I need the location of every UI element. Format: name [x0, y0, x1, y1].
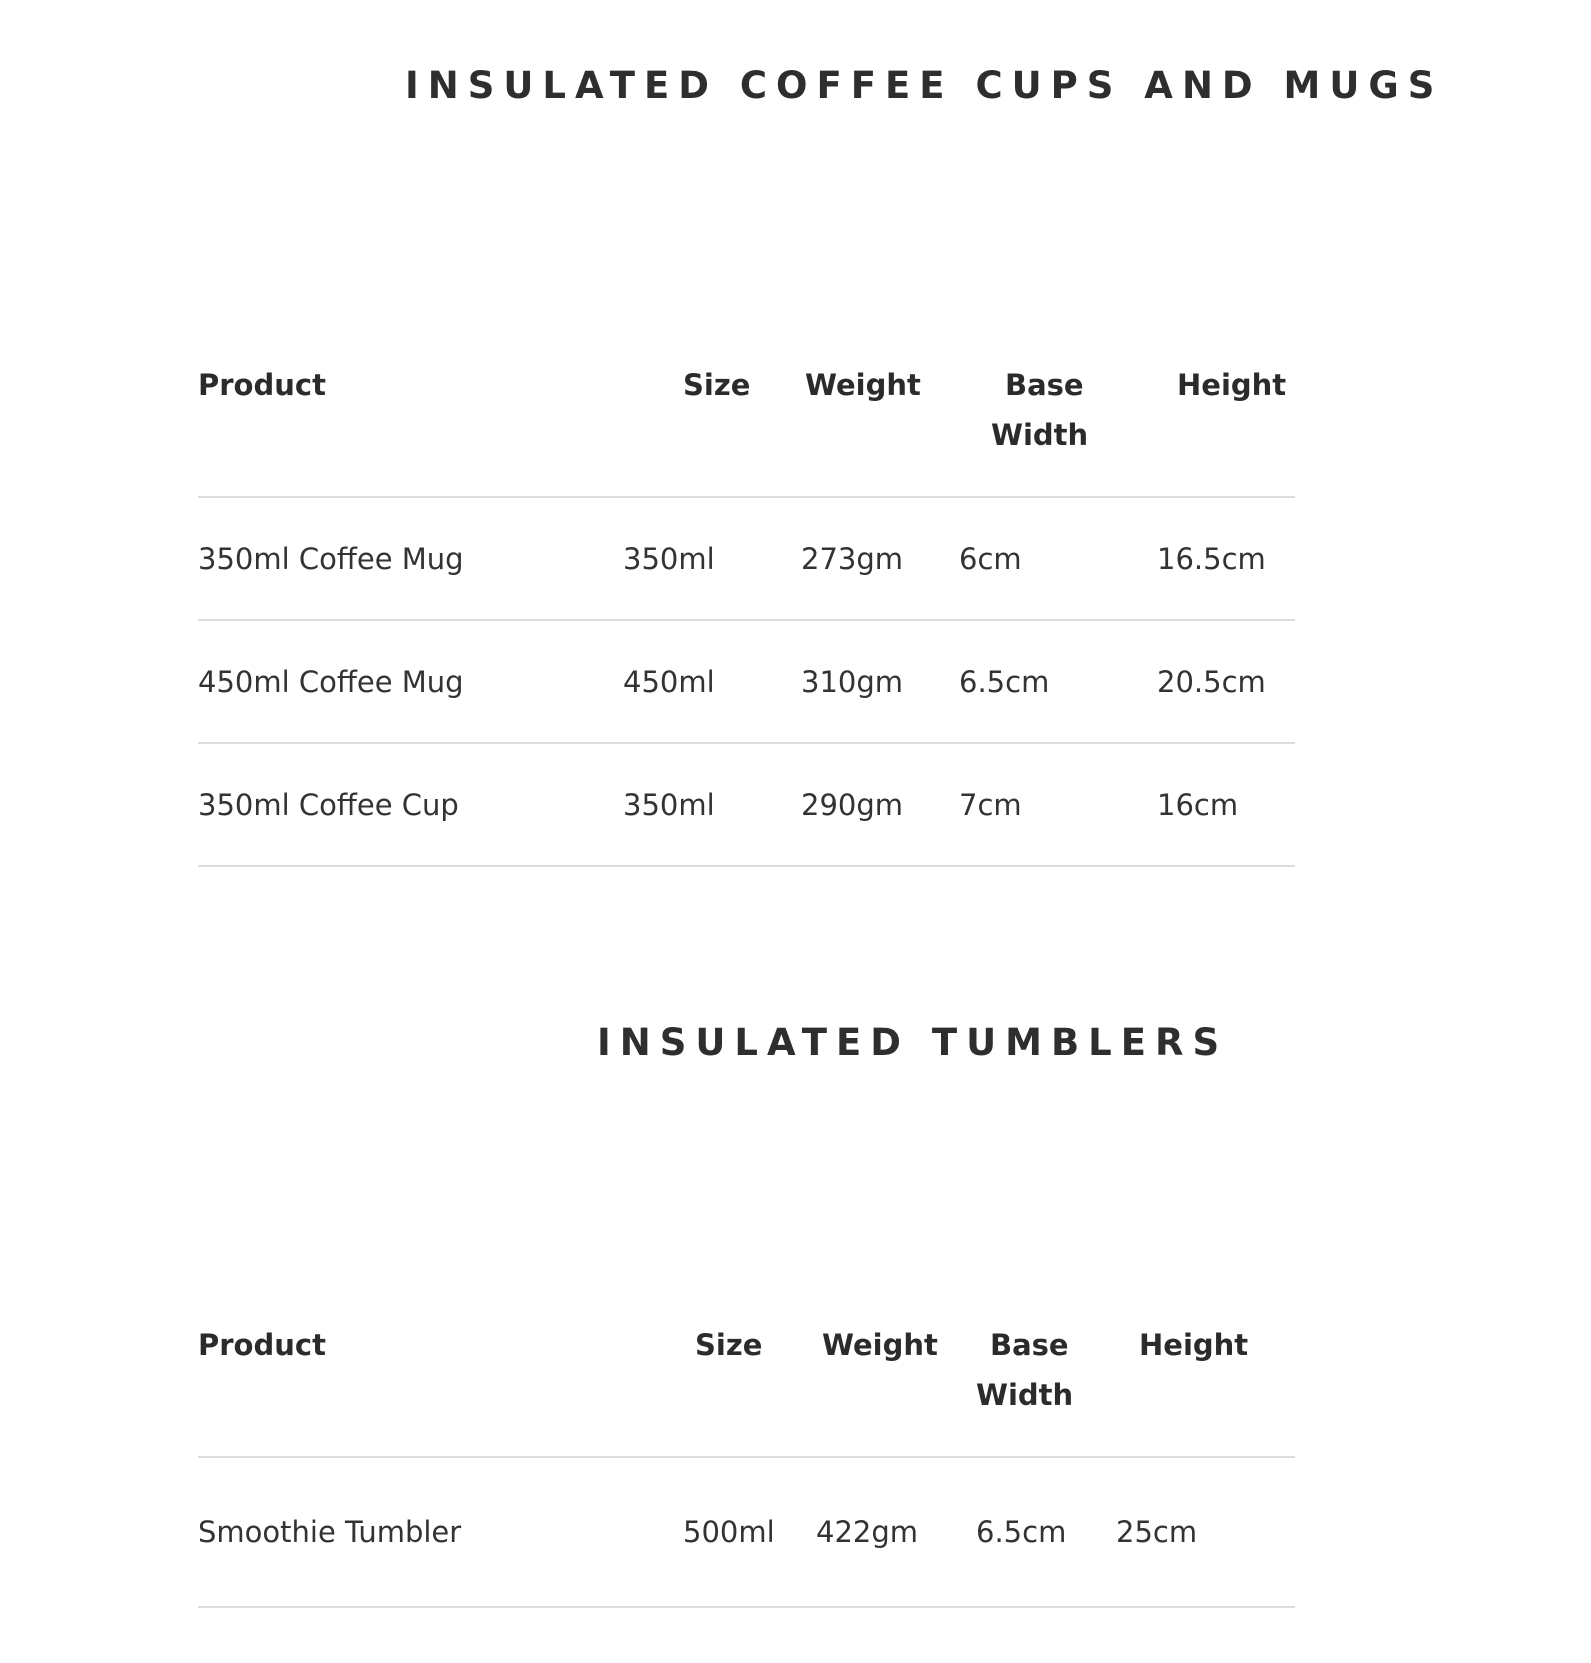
cell-product: 350ml Coffee Cup [198, 743, 623, 866]
header-height: Height [1116, 1320, 1295, 1457]
cell-base-width: 6.5cm [976, 1457, 1116, 1607]
cell-product: 450ml Coffee Mug [198, 620, 623, 743]
table-header-row [198, 1320, 1295, 1457]
header-size: Size [623, 360, 801, 497]
cell-weight: 422gm [816, 1457, 976, 1607]
table-row [198, 1457, 1295, 1607]
cell-height: 16cm [1157, 743, 1295, 866]
cell-size: 350ml [623, 743, 801, 866]
cell-weight: 290gm [801, 743, 959, 866]
header-base-width-line1: Base [1005, 368, 1084, 402]
cell-size: 350ml [623, 497, 801, 620]
cell-height: 20.5cm [1157, 620, 1295, 743]
cell-weight: 310gm [801, 620, 959, 743]
cell-base-width: 7cm [959, 743, 1157, 866]
table-row [198, 743, 1295, 866]
table-header-row [198, 360, 1295, 497]
header-base-width-line1: Base [990, 1328, 1069, 1362]
header-base-width-line2: Width [991, 418, 1089, 452]
table-row [198, 497, 1295, 620]
header-product: Product [198, 360, 623, 497]
header-size: Size [683, 1320, 816, 1457]
cell-size: 450ml [623, 620, 801, 743]
spec-table-coffee-cups [198, 360, 1295, 867]
cell-base-width: 6.5cm [959, 620, 1157, 743]
section-title-tumblers: INSULATED TUMBLERS [597, 1021, 1229, 1064]
header-base-width [959, 360, 1157, 497]
cell-height: 16.5cm [1157, 497, 1295, 620]
cell-size: 500ml [683, 1457, 816, 1607]
cell-product: 350ml Coffee Mug [198, 497, 623, 620]
header-height: Height [1157, 360, 1295, 497]
header-product: Product [198, 1320, 683, 1457]
header-base-width [976, 1320, 1116, 1457]
table-row [198, 620, 1295, 743]
header-base-width-line2: Width [976, 1378, 1074, 1412]
cell-height: 25cm [1116, 1457, 1295, 1607]
section-title-coffee-cups: INSULATED COFFEE CUPS AND MUGS [405, 64, 1444, 107]
cell-weight: 273gm [801, 497, 959, 620]
header-weight: Weight [816, 1320, 976, 1457]
cell-product: Smoothie Tumbler [198, 1457, 683, 1607]
header-weight: Weight [801, 360, 959, 497]
spec-table-tumblers [198, 1320, 1295, 1608]
cell-base-width: 6cm [959, 497, 1157, 620]
